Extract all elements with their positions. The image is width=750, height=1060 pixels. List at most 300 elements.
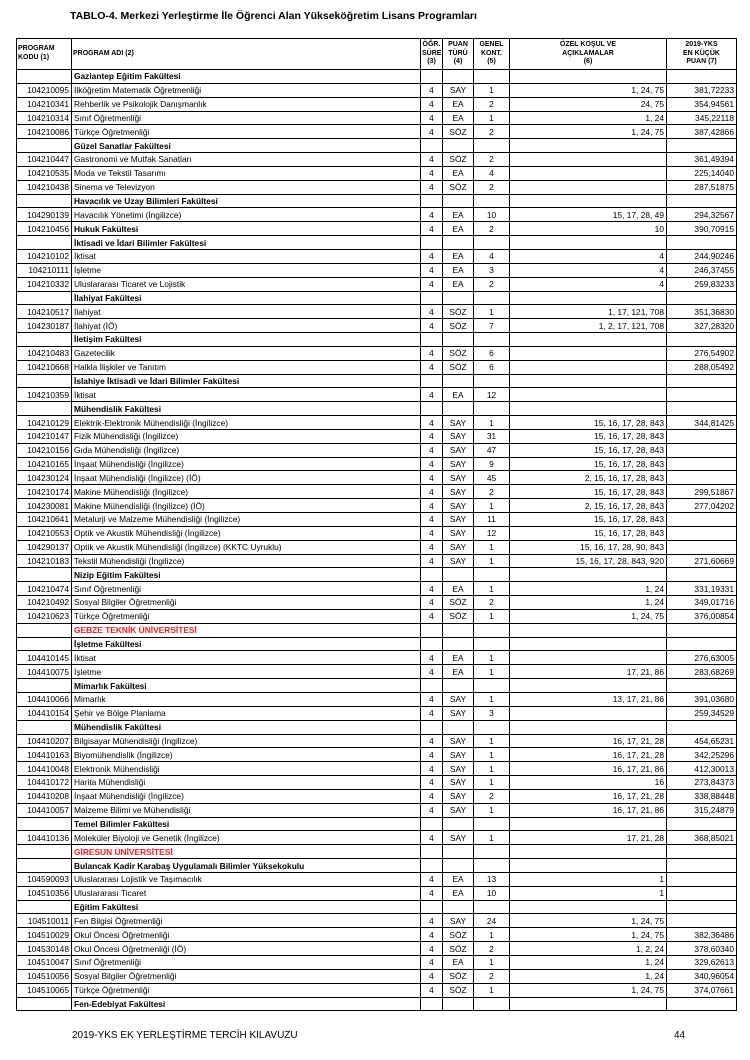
row-min-score xyxy=(667,900,737,914)
row-code: 104210111 xyxy=(17,263,72,277)
row-name: Harita Mühendisliği xyxy=(72,776,421,790)
row-quota: 2 xyxy=(474,125,510,139)
table-row xyxy=(17,153,737,167)
row-score-type xyxy=(443,70,474,84)
row-name: İlahiyat (İÖ) xyxy=(72,319,421,333)
row-code: 104410154 xyxy=(17,706,72,720)
row-conditions: 15, 16, 17, 28, 843 xyxy=(510,513,667,527)
faculty-header-row xyxy=(17,900,737,914)
header-name-label: PROGRAM ADI (2) xyxy=(73,49,134,57)
row-score-type xyxy=(443,139,474,153)
header-type-line3: (4) xyxy=(453,58,463,66)
row-code xyxy=(17,900,72,914)
row-code xyxy=(17,859,72,873)
row-quota: 31 xyxy=(474,429,510,443)
row-code: 104210332 xyxy=(17,277,72,291)
row-code: 104210517 xyxy=(17,305,72,319)
table-row xyxy=(17,513,737,527)
row-name: İnşaat Mühendisliği (İngilizce) (İÖ) xyxy=(72,471,421,485)
row-score-type: SÖZ xyxy=(443,969,474,983)
row-min-score: 331,19331 xyxy=(667,582,737,596)
row-name: Mimarlık xyxy=(72,692,421,706)
header-duration-line2: SÜRE xyxy=(422,49,442,57)
row-score-type: SAY xyxy=(443,554,474,568)
row-code xyxy=(17,139,72,153)
row-duration xyxy=(421,859,443,873)
row-duration: 4 xyxy=(421,886,443,900)
row-quota xyxy=(474,70,510,84)
header-cond-line1: ÖZEL KOŞUL VE xyxy=(559,41,617,49)
programs-table xyxy=(16,38,737,1011)
row-conditions: 16, 17, 21, 28 xyxy=(510,789,667,803)
row-min-score: 354,94561 xyxy=(667,97,737,111)
row-duration: 4 xyxy=(421,914,443,928)
faculty-header-row xyxy=(17,291,737,305)
row-score-type: EA xyxy=(443,208,474,222)
row-conditions: 1, 24, 75 xyxy=(510,983,667,997)
row-score-type xyxy=(443,333,474,347)
row-conditions: 13, 17, 21, 86 xyxy=(510,692,667,706)
table-row xyxy=(17,706,737,720)
row-conditions: 1, 24 xyxy=(510,596,667,610)
row-min-score xyxy=(667,817,737,831)
row-code: 104210183 xyxy=(17,554,72,568)
row-conditions: 1, 24 xyxy=(510,956,667,970)
row-score-type: SÖZ xyxy=(443,319,474,333)
row-quota xyxy=(474,679,510,693)
table-row xyxy=(17,762,737,776)
row-conditions xyxy=(510,859,667,873)
row-quota: 2 xyxy=(474,596,510,610)
row-code xyxy=(17,70,72,84)
row-conditions: 16, 17, 21, 86 xyxy=(510,762,667,776)
row-duration xyxy=(421,568,443,582)
row-code xyxy=(17,291,72,305)
row-code xyxy=(17,997,72,1011)
row-name: Fen-Edebiyat Fakültesi xyxy=(72,997,421,1011)
row-duration: 4 xyxy=(421,665,443,679)
faculty-header-row xyxy=(17,194,737,208)
faculty-header-row xyxy=(17,720,737,734)
row-duration: 4 xyxy=(421,609,443,623)
university-header-row xyxy=(17,845,737,859)
row-name: Hukuk Fakültesi xyxy=(72,222,421,236)
row-conditions: 1, 2, 17, 121, 708 xyxy=(510,319,667,333)
row-code: 104210314 xyxy=(17,111,72,125)
row-code: 104210341 xyxy=(17,97,72,111)
row-conditions: 10 xyxy=(510,222,667,236)
table-row xyxy=(17,457,737,471)
row-duration: 4 xyxy=(421,969,443,983)
row-score-type: SÖZ xyxy=(443,360,474,374)
faculty-header-row xyxy=(17,817,737,831)
header-score-type xyxy=(443,39,474,70)
row-quota: 3 xyxy=(474,263,510,277)
faculty-header-row xyxy=(17,236,737,250)
row-code: 104410075 xyxy=(17,665,72,679)
row-conditions xyxy=(510,194,667,208)
row-duration: 4 xyxy=(421,831,443,845)
row-score-type: SAY xyxy=(443,540,474,554)
row-name: Halkla İlişkiler ve Tanıtım xyxy=(72,360,421,374)
row-quota: 13 xyxy=(474,872,510,886)
row-score-type: SAY xyxy=(443,776,474,790)
row-duration xyxy=(421,374,443,388)
row-min-score xyxy=(667,872,737,886)
row-name: İletişim Fakültesi xyxy=(72,333,421,347)
row-conditions: 1 xyxy=(510,886,667,900)
row-score-type: SÖZ xyxy=(443,153,474,167)
table-row xyxy=(17,886,737,900)
table-row xyxy=(17,540,737,554)
table-row xyxy=(17,789,737,803)
row-quota: 1 xyxy=(474,609,510,623)
table-row xyxy=(17,651,737,665)
row-min-score: 259,34529 xyxy=(667,706,737,720)
row-score-type: SAY xyxy=(443,789,474,803)
row-score-type xyxy=(443,859,474,873)
row-name: Havacılık Yönetimi (İngilizce) xyxy=(72,208,421,222)
table-row xyxy=(17,277,737,291)
row-conditions: 1, 24 xyxy=(510,111,667,125)
table-row xyxy=(17,609,737,623)
row-code: 104210641 xyxy=(17,513,72,527)
row-score-type: SAY xyxy=(443,803,474,817)
header-row xyxy=(17,39,737,70)
row-duration: 4 xyxy=(421,803,443,817)
table-row xyxy=(17,97,737,111)
table-row xyxy=(17,526,737,540)
row-conditions xyxy=(510,568,667,582)
row-code: 104230187 xyxy=(17,319,72,333)
row-name: Moleküler Biyoloji ve Genetik (İngilizce) xyxy=(72,831,421,845)
row-conditions xyxy=(510,651,667,665)
row-quota: 1 xyxy=(474,651,510,665)
table-row xyxy=(17,942,737,956)
table-row xyxy=(17,111,737,125)
row-quota xyxy=(474,623,510,637)
row-name: Fizik Mühendisliği (İngilizce) xyxy=(72,429,421,443)
row-code: 104410207 xyxy=(17,734,72,748)
page-number: 44 xyxy=(674,1030,686,1041)
header-type-line1: PUAN xyxy=(448,41,468,49)
faculty-header-row xyxy=(17,679,737,693)
row-name: Biyomühendislik (İngilizce) xyxy=(72,748,421,762)
row-conditions xyxy=(510,70,667,84)
row-min-score: 244,90246 xyxy=(667,249,737,263)
table-row xyxy=(17,665,737,679)
row-duration: 4 xyxy=(421,582,443,596)
table-row xyxy=(17,346,737,360)
row-conditions: 4 xyxy=(510,263,667,277)
row-name: Uluslararası Ticaret xyxy=(72,886,421,900)
row-score-type xyxy=(443,720,474,734)
row-score-type: EA xyxy=(443,166,474,180)
row-min-score: 349,01716 xyxy=(667,596,737,610)
table-row xyxy=(17,983,737,997)
row-duration: 4 xyxy=(421,526,443,540)
row-duration xyxy=(421,720,443,734)
row-min-score xyxy=(667,845,737,859)
row-code: 104410145 xyxy=(17,651,72,665)
row-quota: 2 xyxy=(474,180,510,194)
row-min-score xyxy=(667,402,737,416)
row-code: 104510356 xyxy=(17,886,72,900)
row-name: Şehir ve Bölge Planlama xyxy=(72,706,421,720)
row-score-type: EA xyxy=(443,872,474,886)
row-name: Gaziantep Eğitim Fakültesi xyxy=(72,70,421,84)
row-quota: 10 xyxy=(474,886,510,900)
row-name: Güzel Sanatlar Fakültesi xyxy=(72,139,421,153)
row-quota xyxy=(474,637,510,651)
row-code: 104210147 xyxy=(17,429,72,443)
row-code xyxy=(17,845,72,859)
row-min-score xyxy=(667,374,737,388)
row-quota xyxy=(474,402,510,416)
row-code: 104210174 xyxy=(17,485,72,499)
row-code xyxy=(17,637,72,651)
row-name: İlahiyat Fakültesi xyxy=(72,291,421,305)
row-score-type xyxy=(443,900,474,914)
row-code: 104290137 xyxy=(17,540,72,554)
row-code: 104210535 xyxy=(17,166,72,180)
row-name: İşletme xyxy=(72,665,421,679)
row-score-type xyxy=(443,402,474,416)
row-conditions xyxy=(510,817,667,831)
row-min-score xyxy=(667,443,737,457)
row-code: 104510011 xyxy=(17,914,72,928)
row-conditions: 15, 16, 17, 28, 843 xyxy=(510,457,667,471)
row-code: 104210359 xyxy=(17,388,72,402)
row-duration xyxy=(421,333,443,347)
row-code: 104210129 xyxy=(17,416,72,430)
row-conditions: 15, 16, 17, 28, 843, 920 xyxy=(510,554,667,568)
row-conditions: 1, 24, 75 xyxy=(510,914,667,928)
row-name: Fen Bilgisi Öğretmenliği xyxy=(72,914,421,928)
table-row xyxy=(17,831,737,845)
row-min-score xyxy=(667,914,737,928)
row-quota: 1 xyxy=(474,762,510,776)
row-quota: 2 xyxy=(474,222,510,236)
row-conditions xyxy=(510,679,667,693)
row-duration xyxy=(421,817,443,831)
row-conditions xyxy=(510,720,667,734)
row-conditions xyxy=(510,291,667,305)
table-body xyxy=(17,70,737,1011)
row-name: Okul Öncesi Öğretmenliği (İÖ) xyxy=(72,942,421,956)
row-conditions: 4 xyxy=(510,249,667,263)
row-name: Mimarlık Fakültesi xyxy=(72,679,421,693)
row-score-type: SAY xyxy=(443,471,474,485)
row-duration: 4 xyxy=(421,499,443,513)
row-code: 104510029 xyxy=(17,928,72,942)
row-duration xyxy=(421,637,443,651)
row-code: 104410066 xyxy=(17,692,72,706)
table-row xyxy=(17,222,737,236)
header-cond-line3: (6) xyxy=(583,58,593,66)
row-conditions xyxy=(510,388,667,402)
row-quota: 2 xyxy=(474,789,510,803)
row-conditions xyxy=(510,706,667,720)
row-score-type xyxy=(443,374,474,388)
row-code: 104210156 xyxy=(17,443,72,457)
row-score-type: SAY xyxy=(443,485,474,499)
row-conditions: 17, 21, 28 xyxy=(510,831,667,845)
row-name: Türkçe Öğretmenliği xyxy=(72,609,421,623)
row-code xyxy=(17,568,72,582)
row-duration: 4 xyxy=(421,734,443,748)
row-quota: 1 xyxy=(474,692,510,706)
row-score-type: SAY xyxy=(443,692,474,706)
row-min-score xyxy=(667,471,737,485)
row-quota: 1 xyxy=(474,540,510,554)
row-code: 104530148 xyxy=(17,942,72,956)
row-quota: 2 xyxy=(474,153,510,167)
table-row xyxy=(17,956,737,970)
row-min-score xyxy=(667,457,737,471)
row-quota: 1 xyxy=(474,111,510,125)
row-duration: 4 xyxy=(421,748,443,762)
row-min-score xyxy=(667,388,737,402)
row-duration: 4 xyxy=(421,596,443,610)
row-score-type: SAY xyxy=(443,526,474,540)
row-code: 104210668 xyxy=(17,360,72,374)
row-name: GEBZE TEKNİK ÜNİVERSİTESİ xyxy=(72,623,421,637)
row-quota: 1 xyxy=(474,554,510,568)
row-score-type: EA xyxy=(443,97,474,111)
row-code: 104590093 xyxy=(17,872,72,886)
row-min-score: 454,65231 xyxy=(667,734,737,748)
row-duration: 4 xyxy=(421,249,443,263)
header-program-name xyxy=(72,39,421,70)
row-name: Gazetecilik xyxy=(72,346,421,360)
row-score-type: SÖZ xyxy=(443,180,474,194)
row-conditions xyxy=(510,637,667,651)
table-row xyxy=(17,928,737,942)
table-row xyxy=(17,443,737,457)
row-conditions: 1, 24 xyxy=(510,969,667,983)
row-name: Gıda Mühendisliği (İngilizce) xyxy=(72,443,421,457)
row-name: Eğitim Fakültesi xyxy=(72,900,421,914)
university-header-row xyxy=(17,623,737,637)
row-conditions xyxy=(510,360,667,374)
row-name: İşletme xyxy=(72,263,421,277)
row-min-score: 273,84373 xyxy=(667,776,737,790)
row-quota: 10 xyxy=(474,208,510,222)
row-code: 104410136 xyxy=(17,831,72,845)
row-quota xyxy=(474,236,510,250)
row-min-score: 387,42866 xyxy=(667,125,737,139)
row-quota: 2 xyxy=(474,277,510,291)
row-quota: 12 xyxy=(474,388,510,402)
row-score-type: EA xyxy=(443,665,474,679)
row-name: İktisat xyxy=(72,388,421,402)
row-duration xyxy=(421,402,443,416)
row-score-type: SÖZ xyxy=(443,928,474,942)
row-conditions: 1, 24, 75 xyxy=(510,928,667,942)
table-row xyxy=(17,914,737,928)
row-code: 104210492 xyxy=(17,596,72,610)
row-name: İktisadi ve İdari Bilimler Fakültesi xyxy=(72,236,421,250)
row-min-score: 390,70915 xyxy=(667,222,737,236)
table-row xyxy=(17,166,737,180)
row-name: Sınıf Öğretmenliği xyxy=(72,582,421,596)
header-duration-line1: ÖĞR. xyxy=(422,41,441,49)
row-duration: 4 xyxy=(421,319,443,333)
faculty-header-row xyxy=(17,859,737,873)
row-min-score: 225,14040 xyxy=(667,166,737,180)
row-conditions xyxy=(510,236,667,250)
row-duration xyxy=(421,845,443,859)
row-code: 104410172 xyxy=(17,776,72,790)
row-name: GİRESUN ÜNİVERSİTESİ xyxy=(72,845,421,859)
header-conditions xyxy=(510,39,667,70)
row-duration: 4 xyxy=(421,125,443,139)
row-code xyxy=(17,374,72,388)
row-score-type: SÖZ xyxy=(443,305,474,319)
row-code: 104210474 xyxy=(17,582,72,596)
row-min-score xyxy=(667,70,737,84)
row-min-score: 276,54902 xyxy=(667,346,737,360)
row-quota: 47 xyxy=(474,443,510,457)
row-quota xyxy=(474,139,510,153)
row-code: 104210438 xyxy=(17,180,72,194)
row-score-type xyxy=(443,236,474,250)
row-min-score: 374,07661 xyxy=(667,983,737,997)
faculty-header-row xyxy=(17,568,737,582)
row-conditions xyxy=(510,139,667,153)
row-min-score xyxy=(667,679,737,693)
row-conditions: 2, 15, 16, 17, 28, 843 xyxy=(510,471,667,485)
row-min-score xyxy=(667,194,737,208)
header-quota-line1: GENEL xyxy=(479,41,504,49)
row-quota xyxy=(474,291,510,305)
row-conditions: 1, 24, 75 xyxy=(510,609,667,623)
row-duration: 4 xyxy=(421,983,443,997)
row-name: Uluslararası Ticaret ve Lojistik xyxy=(72,277,421,291)
row-duration: 4 xyxy=(421,416,443,430)
row-code: 104210623 xyxy=(17,609,72,623)
row-duration xyxy=(421,679,443,693)
row-quota xyxy=(474,374,510,388)
row-min-score xyxy=(667,526,737,540)
table-row xyxy=(17,776,737,790)
row-min-score: 288,05492 xyxy=(667,360,737,374)
row-min-score: 276,63005 xyxy=(667,651,737,665)
row-score-type: SAY xyxy=(443,762,474,776)
row-conditions: 15, 16, 17, 28, 843 xyxy=(510,443,667,457)
row-conditions xyxy=(510,374,667,388)
row-conditions: 1, 2, 24 xyxy=(510,942,667,956)
row-min-score: 340,96054 xyxy=(667,969,737,983)
row-duration: 4 xyxy=(421,485,443,499)
row-code: 104510065 xyxy=(17,983,72,997)
header-quota-line3: (5) xyxy=(487,58,496,66)
faculty-header-row xyxy=(17,333,737,347)
row-quota: 2 xyxy=(474,97,510,111)
footer-guide-title: 2019-YKS EK YERLEŞTİRME TERCİH KILAVUZU xyxy=(72,1030,298,1041)
row-duration: 4 xyxy=(421,928,443,942)
row-duration: 4 xyxy=(421,457,443,471)
row-name: Temel Bilimler Fakültesi xyxy=(72,817,421,831)
row-score-type xyxy=(443,291,474,305)
row-duration: 4 xyxy=(421,263,443,277)
row-score-type: SAY xyxy=(443,513,474,527)
row-quota: 1 xyxy=(474,776,510,790)
header-code-line1: PROGRAM xyxy=(18,45,55,53)
row-code: 104210095 xyxy=(17,83,72,97)
row-conditions: 1, 24, 75 xyxy=(510,125,667,139)
